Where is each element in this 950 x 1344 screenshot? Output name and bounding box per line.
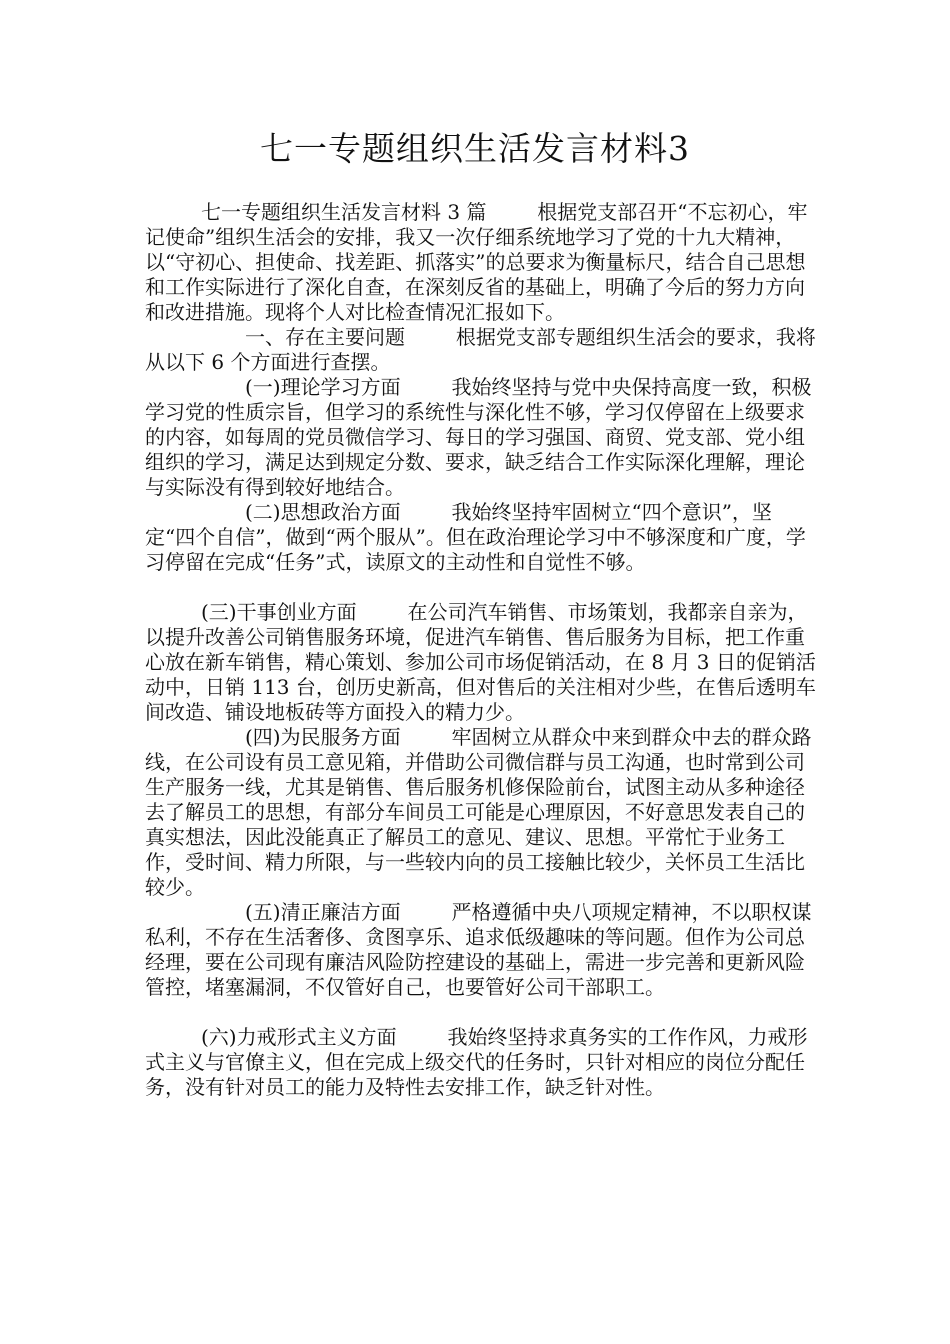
section-heading-paragraph: 一、存在主要问题 根据党支部专题组织生活会的要求，我将从以下 6 个方面进行查摆。 bbox=[145, 325, 816, 374]
formalism-paragraph: (六)力戒形式主义方面 我始终坚持求真务实的工作作风，力戒形式主义与官僚主义，但在完成上级交代的任务时，只针对相应的岗位分配任务，没有针对员工的能力及特性去安排工作，缺乏针对性。 bbox=[145, 1025, 808, 1099]
document-body bbox=[145, 200, 817, 1100]
intro-paragraph: 七一专题组织生活发言材料 3 篇 根据党支部召开“不忘初心，牢记使命”组织生活会的安排，我又一次仔细系统地学习了党的十九大精神，以“守初心、担使命、找差距、抓落实”的总要求为衡量标尺，结合自己思想和工作实际进行了深化自查，在深刻反省的基础上，明确了今后的努力方向和改进措施。现将个人对比检查情况汇报如下。 bbox=[145, 200, 808, 324]
integrity-paragraph: (五)清正廉洁方面 严格遵循中央八项规定精神，不以职权谋私利，不存在生活奢侈、贪图享乐、追求低级趣味的等问题。但作为公司总经理，要在公司现有廉洁风险防控建设的基础上，需进一步完善和更新风险管控，堵塞漏洞，不仅管好自己，也要管好公司干部职工。 bbox=[145, 900, 812, 999]
paragraph-gap bbox=[145, 575, 817, 600]
document-title: 七一专题组织生活发言材料3 bbox=[260, 129, 690, 168]
entrepreneurship-paragraph: (三)干事创业方面 在公司汽车销售、市场策划，我都亲自亲为，以提升改善公司销售服务环境，促进汽车销售、售后服务为目标，把工作重心放在新车销售，精心策划、参加公司市场促销活动，在 8 月 3 日的促销活动中，日销 113 台，创历史新高，但对售后的关注相对少些，在售后透明车间改造、铺设地板砖等方面投入的精力少。 bbox=[145, 600, 816, 724]
paragraph-gap bbox=[145, 1000, 817, 1025]
political-thought-paragraph: (二)思想政治方面 我始终坚持牢固树立“四个意识”，坚定“四个自信”，做到“两个服从”。但在政治理论学习中不够深度和广度，学习停留在完成“任务”式，读原文的主动性和自觉性不够。 bbox=[145, 500, 806, 574]
theory-study-paragraph: (一)理论学习方面 我始终坚持与党中央保持高度一致，积极学习党的性质宗旨，但学习的系统性与深化性不够，学习仅停留在上级要求的内容，如每周的党员微信学习、每日的学习强国、商贸、党支部、党小组组织的学习，满足达到规定分数、要求，缺乏结合工作实际深化理解，理论与实际没有得到较好地结合。 bbox=[145, 375, 812, 499]
public-service-paragraph: (四)为民服务方面 牢固树立从群众中来到群众中去的群众路线，在公司设有员工意见箱，并借助公司微信群与员工沟通，也时常到公司生产服务一线，尤其是销售、售后服务机修保险前台，试图主动从多种途径去了解员工的思想，有部分车间员工可能是心理原因，不好意思发表自己的真实想法，因此没能真正了解员工的意见、建议、思想。平常忙于业务工作，受时间、精力所限，与一些较内向的员工接触比较少，关怀员工生活比较少。 bbox=[145, 725, 812, 899]
